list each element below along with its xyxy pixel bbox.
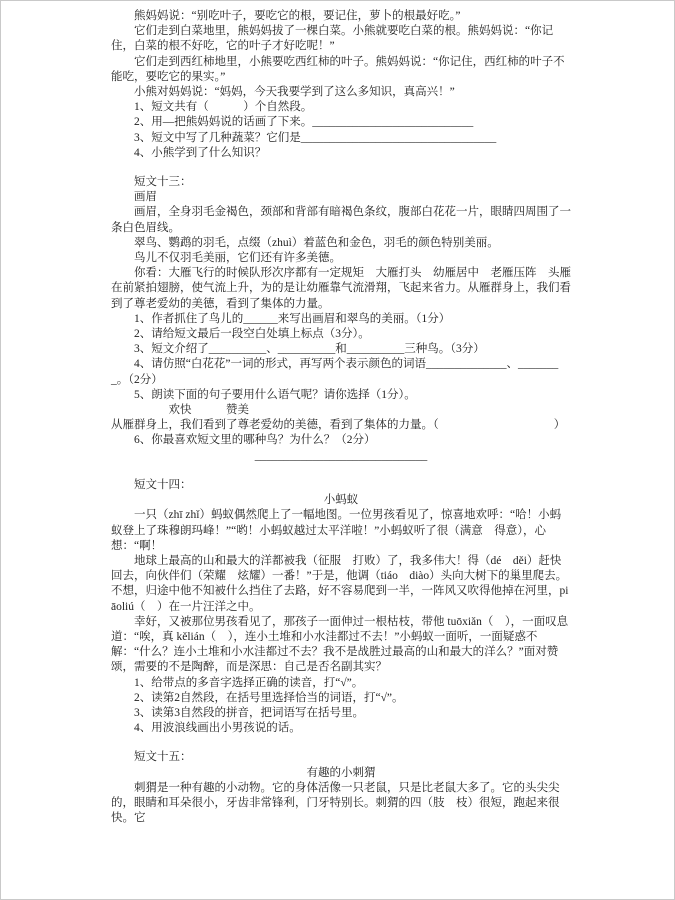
passage-title: 有趣的小刺猬 bbox=[306, 766, 376, 779]
paragraph: 2、用—把熊妈妈说的话画了下来。____________________________ bbox=[134, 116, 474, 129]
paragraph: 你看：大雁飞行的时候队形次序都有一定规矩 大雁打头 幼雁居中 老雁压阵 头雁在前紧拍翅膀，使气流上升，为的是让幼雁靠气流滑翔，飞起来省力。从雁群身上，我们看到了尊老爱幼的美德，看到了集体的力量。 bbox=[111, 267, 571, 310]
paragraph: 翠鸟、鹦鹉的羽毛，点缀（zhuì）着蓝色和金色，羽毛的颜色特别美丽。 bbox=[134, 236, 499, 249]
text-content bbox=[111, 9, 571, 826]
paragraph: 欢快 赞美 bbox=[168, 404, 249, 417]
section-heading: 短文十四： bbox=[134, 478, 192, 491]
paragraph: 5、朗读下面的句子要用什么语气呢？请你选择（1分）。 bbox=[134, 388, 416, 401]
paragraph: 1、给带点的多音字选择正确的读音，打“√”。 bbox=[134, 676, 364, 689]
paragraph: 1、短文共有（ ）个自然段。 bbox=[134, 101, 313, 114]
paragraph: 鸟儿不仅羽毛美丽，它们还有许多美德。 bbox=[134, 252, 341, 265]
passage-title: 小蚂蚁 bbox=[323, 494, 359, 507]
section-heading: 短文十五： bbox=[134, 751, 192, 764]
paragraph: 幸好，又被那位男孩看见了，那孩子一面伸过一根枯枝，带他 tuōxiǎn（ ），一面叹息道：“唉，真 kělián（ ），连小土堆和小水洼都过不去！”小蚂蚁一面听，一面疑惑不解：“什么？连小土堆和小水洼都过不去？我不是战胜过最高的山和最大的洋么？”面对赞颂，需要的不是陶醉，而是深思：自己是否名副其实？ bbox=[111, 615, 569, 674]
paragraph: 4、用波浪线画出小男孩说的话。 bbox=[134, 722, 301, 735]
paragraph: 3、短文介绍了__________、__________和__________三种鸟。（3分） bbox=[134, 343, 485, 356]
paragraph: 3、读第3自然段的拼音，把词语写在括号里。 bbox=[134, 706, 364, 719]
paragraph: 画眉，全身羽毛金褐色，颈部和背部有暗褐色条纹，腹部白花花一片，眼睛四周围了一条白色眉线。 bbox=[111, 206, 571, 234]
paragraph: 3、短文中写了几种蔬菜？它们是__________________________________ bbox=[134, 131, 497, 144]
paragraph: 它们走到西红柿地里，小熊要吃西红柿的叶子。熊妈妈说：“你记住，西红柿的叶子不能吃，要吃它的果实。” bbox=[111, 55, 565, 83]
paragraph: 它们走到白菜地里，熊妈妈拔了一棵白菜。小熊就要吃白菜的根。熊妈妈说：“你记住，白菜的根不好吃，它的叶子才好吃呢！” bbox=[111, 25, 554, 53]
paragraph: 从雁群身上，我们看到了尊老爱幼的美德，看到了集体的力量。（ ） bbox=[111, 419, 566, 432]
paragraph: 2、请给短文最后一段空白处填上标点（3分）。 bbox=[134, 328, 370, 341]
passage-title: 画眉 bbox=[134, 191, 157, 204]
section-heading: 短文十三： bbox=[134, 176, 192, 189]
paragraph: 1、作者抓住了鸟儿的______来写出画眉和翠鸟的美丽。（1分） bbox=[134, 312, 451, 325]
paragraph: 一只（zhī zhǐ）蚂蚁偶然爬上了一幅地图。一位男孩看见了，惊喜地欢呼：“哈！小蚂蚁登上了珠穆朗玛峰！”“哟！小蚂蚁越过太平洋啦！”小蚂蚁听了很（满意 得意），心想：“啊！ bbox=[111, 509, 562, 552]
paragraph: 4、请仿照“白花花”一词的形式，再写两个表示颜色的词语______________、________。（2分） bbox=[111, 358, 559, 386]
paragraph: ______________________________ bbox=[254, 449, 428, 462]
paragraph: 地球上最高的山和最大的洋都被我（征服 打败）了，我多伟大！得（dé děi）赶快回去，向伙伴们（荣耀 炫耀）一番！”于是，他调（tiáo diào）头向大树下的巢里爬去。不想，归途中他不知被什么挡住了去路，好不容易爬到一半，一阵风又吹得他掉在河里，piāoliú（ ）在一片汪洋之中。 bbox=[111, 554, 569, 613]
paragraph: 4、小熊学到了什么知识？ bbox=[134, 146, 267, 159]
paragraph: 熊妈妈说：“别吃叶子，要吃它的根，要记住，萝卜的根最好吃。” bbox=[134, 10, 461, 22]
paragraph: 刺猬是一种有趣的小动物。它的身体活像一只老鼠，只是比老鼠大多了。它的头尖尖的，眼睛和耳朵很小，牙齿非常锋利，门牙特别长。刺猬的四（肢 枝）很短，跑起来很快。它 bbox=[111, 781, 560, 825]
paragraph: 小熊对妈妈说：“妈妈，今天我要学到了这么多知识，真高兴！” bbox=[134, 86, 455, 99]
paragraph: 2、读第2自然段，在括号里选择恰当的词语，打“√”。 bbox=[134, 691, 404, 704]
paragraph: 6、你最喜欢短文里的哪种鸟？为什么？（2分） bbox=[134, 434, 376, 447]
